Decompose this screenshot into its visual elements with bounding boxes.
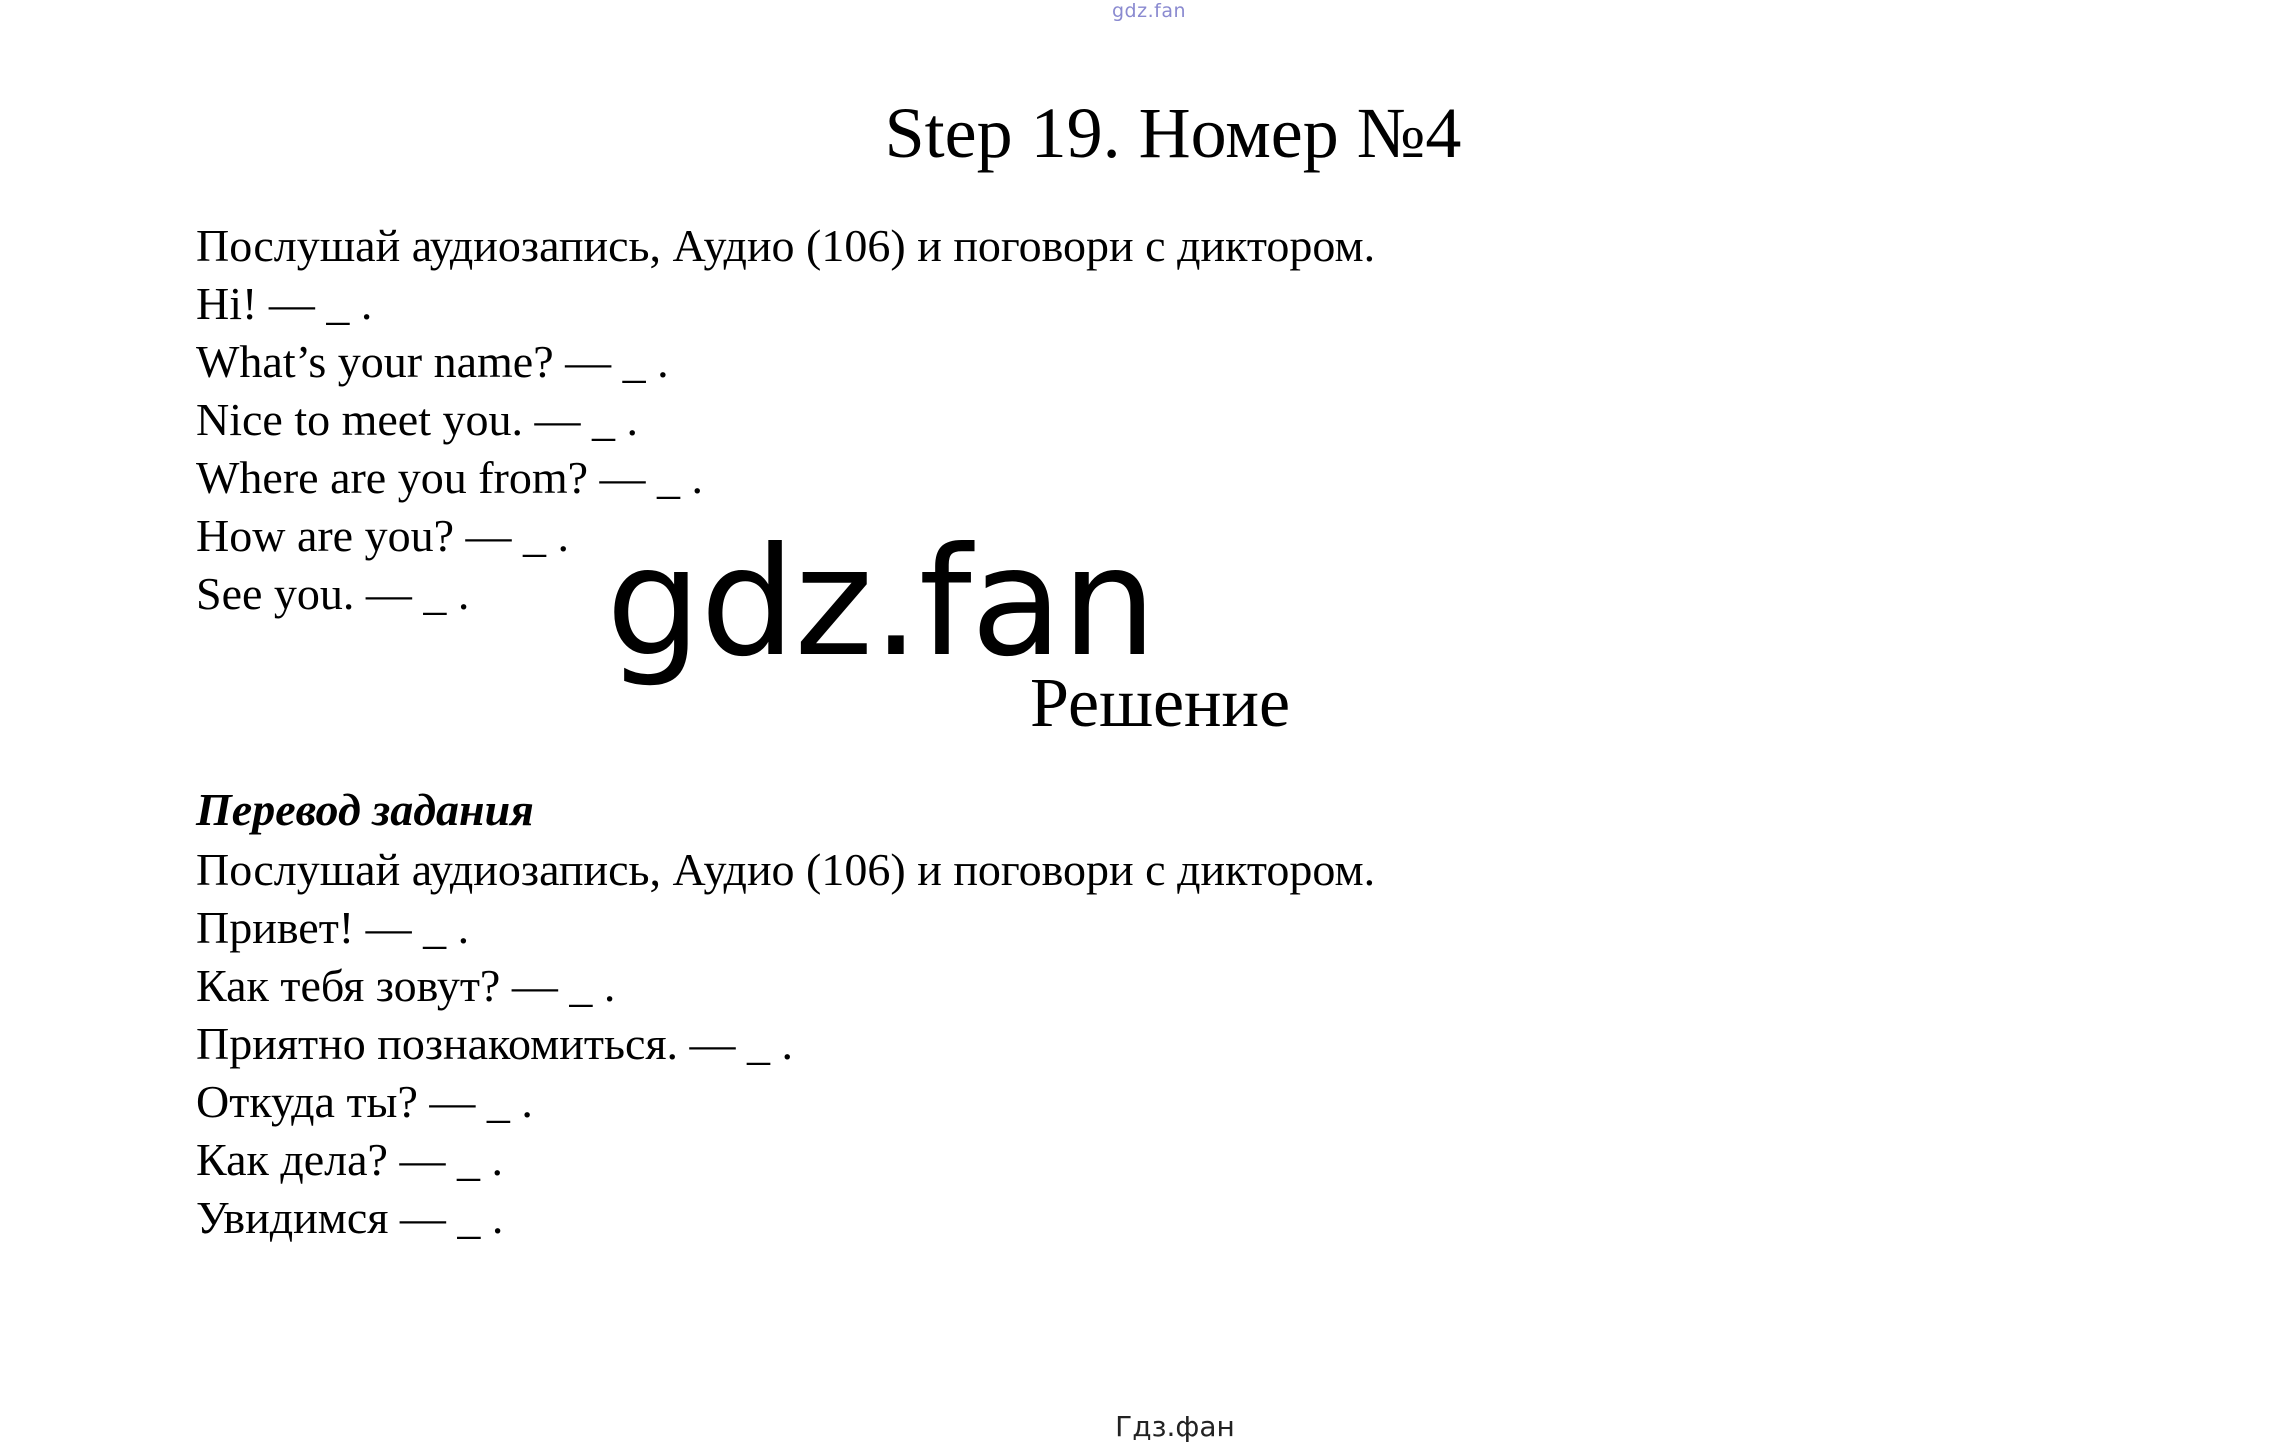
footer-watermark: Гдз.фан <box>1115 1410 1235 1443</box>
translation-line: Как дела? — _ . <box>196 1134 503 1185</box>
translation-line: Увидимся — _ . <box>196 1192 504 1243</box>
task-line: Where are you from? — _ . <box>196 452 704 503</box>
translation-block <box>196 841 1375 1247</box>
task-instruction: Послушай аудиозапись, Аудио (106) и поговори с диктором. <box>196 220 1376 271</box>
page-title: Step 19. Номер №4 <box>884 93 1462 173</box>
translation-line: Приятно познакомиться. — _ . <box>196 1018 794 1069</box>
top-watermark: gdz.fan <box>1112 0 1187 22</box>
task-line: What’s your name? — _ . <box>196 336 669 387</box>
center-watermark: gdz.fan <box>606 516 1156 690</box>
translation-line: Как тебя зовут? — _ . <box>196 960 616 1011</box>
task-line: Nice to meet you. — _ . <box>196 394 639 445</box>
solution-heading: Решение <box>1030 665 1291 742</box>
translation-line: Привет! — _ . <box>196 902 470 953</box>
task-line: Hi! — _ . <box>196 278 373 329</box>
translation-heading: Перевод задания <box>196 784 534 835</box>
task-line: How are you? — _ . <box>196 510 570 561</box>
translation-line: Откуда ты? — _ . <box>196 1076 533 1127</box>
task-line: See you. — _ . <box>196 568 470 619</box>
translation-instruction: Послушай аудиозапись, Аудио (106) и поговори с диктором. <box>196 844 1376 895</box>
